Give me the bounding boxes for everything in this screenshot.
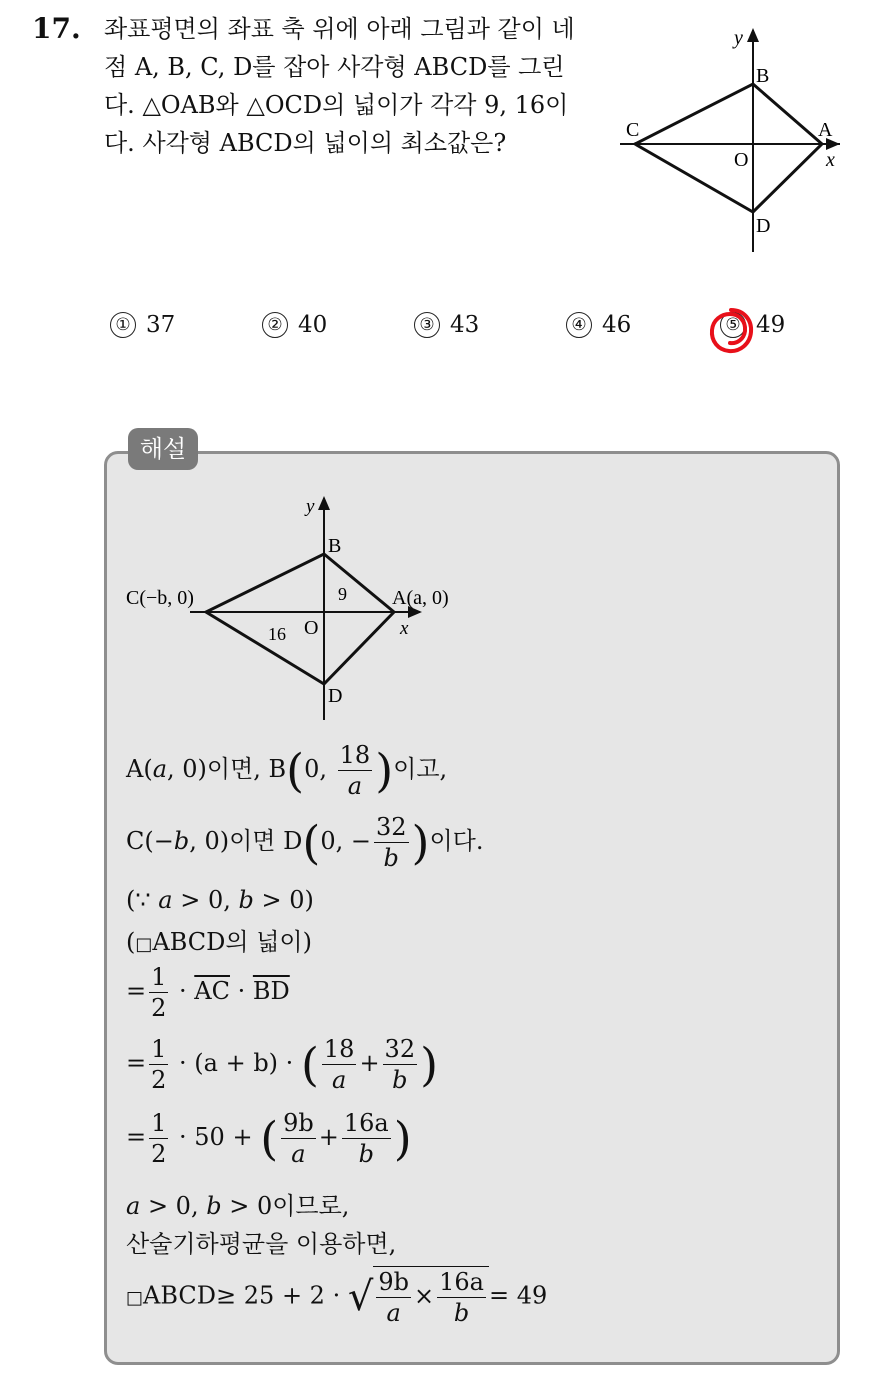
y-axis-arrow [747,28,759,42]
area-oab: 9 [338,584,347,604]
label-a: A(a, 0) [392,587,449,609]
label-o: O [734,149,749,171]
choice-symbol: ① [110,312,136,338]
choice-1[interactable] [110,312,175,338]
y-label: y [306,496,315,517]
question-text: 좌표평면의 좌표 축 위에 아래 그림과 같이 네 점 A, B, C, D를 잡아 사각형 ABCD를 그린다. △OAB와 △OCD의 넓이가 각각 9, 16이다. 사각형 ABCD의 넓이의 최소값은? [104,15,575,157]
choice-3[interactable] [414,312,479,338]
choice-value: 43 [450,312,480,338]
solution-line-2: C(−b, 0)이면 D(0, − $\frac{32}{b}$ )이다. [126,813,484,872]
quadrilateral-abcd [206,554,394,684]
solution-line-8: a > 0, b > 0이므로, [126,1192,350,1220]
label-o: O [304,617,319,639]
x-label: x [400,618,409,639]
label-d: D [756,215,771,237]
solution-line-5: = $\frac{1}{2}$ · $\overline{AC} \cdot \overline{BD}$ [126,963,290,1022]
solution-line-6: = $\frac{1}{2}$ · (a + b) · ( $\frac{18}{a}$ + $\frac{32}{b}$ ) [126,1035,439,1094]
quadrilateral-abcd [635,84,822,212]
choice-2[interactable] [262,312,327,338]
label-b: B [328,535,342,557]
answer-circle-mark [706,306,756,356]
label-b: B [756,65,770,87]
label-a: A [818,119,833,141]
choice-symbol: ⑤ [720,312,746,338]
label-c: C(−b, 0) [126,587,194,609]
choice-symbol: ② [262,312,288,338]
solution-line-1: A(a, 0)이면, B(0, $\frac{18}{a}$ )이고, [126,741,448,800]
solution-line-10: □ABCD≥ 25 + 2 · √ $\frac{9b}{a}$ × $\frac{16a}{b}$ = 49 [126,1268,548,1327]
label-d: D [328,685,343,707]
y-label: y [734,27,743,49]
solution-line-7: = $\frac{1}{2}$ · 50 + ( $\frac{9b}{a}$ + $\frac{16a}{b}$ ) [126,1109,412,1168]
choice-value: 49 [756,312,786,338]
x-label: x [826,149,835,171]
choice-value: 40 [298,312,328,338]
area-ocd: 16 [268,624,286,644]
question-figure [600,22,860,262]
y-axis-arrow [318,496,330,510]
label-c: C [626,119,640,141]
choice-4[interactable] [566,312,631,338]
solution-line-4: (□ABCD의 넓이) [126,928,312,956]
choice-symbol: ④ [566,312,592,338]
question-number: 17. [32,12,81,45]
choice-value: 46 [602,312,632,338]
solution-line-3: (∵ a > 0, b > 0) [126,886,314,914]
solution-line-9: 산술기하평균을 이용하면, [126,1230,397,1258]
solution-figure [120,490,480,730]
solution-tab: 해설 [128,428,198,470]
choice-value: 37 [146,312,176,338]
choice-symbol: ③ [414,312,440,338]
